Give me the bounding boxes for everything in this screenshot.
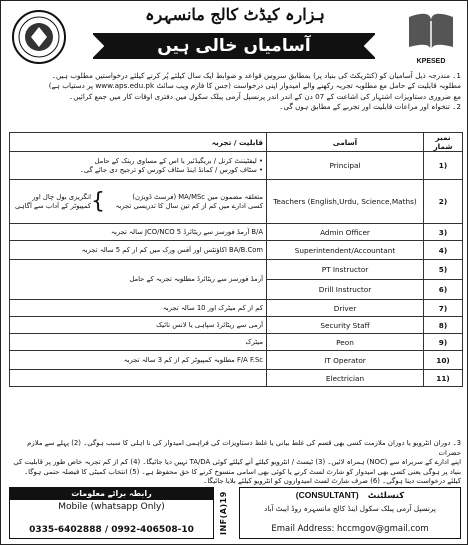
qualification-line: کسی ادارے میں کم از کم تین سال کا تدریسی تجربہ	[115, 201, 263, 210]
email-line	[240, 524, 460, 534]
qualification-cell: آرمی سے ریٹائرڈ سپاہی یا لانس نائیک	[10, 317, 267, 334]
post-cell: PT Instructor	[267, 260, 424, 280]
serial-cell: 1)	[424, 152, 463, 180]
serial-cell: 11)	[424, 370, 463, 387]
terms-line: کیلئے درخواست دینا ہوگی۔ (6) صرف شارٹ لسٹ امیدواروں کو انٹرویو کیلئے بلایا جائیگا۔	[203, 477, 461, 486]
serial-cell: 7)	[424, 300, 463, 317]
serial-cell: 5)	[424, 260, 463, 280]
contact-box	[9, 487, 214, 539]
table-row	[10, 241, 463, 260]
intro-notes	[9, 71, 461, 113]
vacancy-table	[9, 132, 463, 387]
qualification-cell: آرمڈ فورسز سے ریٹائرڈ مطلوبہ تجربہ کے حامل	[10, 260, 267, 300]
terms-line: اپنے ادارے کے سربراہ سے (NOC) ہمراہ لائیں۔ (3) ٹیسٹ / انٹرویو کیلئے آنے کیلئے کوئی TA/DA نہیں دیا جائیگا۔ (4) کم از کم تجربہ خاص طور پر قابلیت کی	[13, 458, 461, 467]
terms-and-conditions	[9, 439, 461, 487]
post-cell: IT Operator	[267, 351, 424, 370]
post-cell: Electrician	[267, 370, 424, 387]
kpesed-text: KPESED	[416, 58, 446, 65]
inf-code: INF(A)19	[219, 491, 228, 535]
table-row	[10, 370, 463, 387]
serial-cell: 2)	[424, 180, 463, 224]
note-1: 1۔ مندرجہ ذیل آسامیاں کو (کنٹریکٹ کی بنیاد پر) بمطابق سروس قواعد و ضوابط ایک سال کیلئے پُر کرنے کیلئے درخواستیں مطلوب ہیں۔	[51, 71, 461, 80]
serial-cell: 6)	[424, 280, 463, 300]
table-row	[10, 260, 463, 280]
qualification-cell: F/A F.Sc مطلوبہ کمپیوٹر کم از کم 3 سالہ تجربہ	[10, 351, 267, 370]
post-cell: Security Staff	[267, 317, 424, 334]
qualification-cell	[10, 370, 267, 387]
table-header-row	[10, 133, 463, 152]
note-2: 2۔ تنخواہ اور مراعات قابلیت اور تجربے کے مطابق ہوں گی۔	[279, 102, 461, 112]
table-row	[10, 317, 463, 334]
qualification-cell: B/A آرمڈ فورسز سے ریٹائرڈ JCO/NCO 5 سالہ تجربہ	[10, 224, 267, 241]
table-row	[10, 300, 463, 317]
serial-cell: 8)	[424, 317, 463, 334]
qualification-cell: میٹرک	[10, 334, 267, 351]
header-post: آسامی	[267, 133, 424, 152]
consultant-english: (CONSULTANT)	[295, 490, 359, 500]
serial-cell: 3)	[424, 224, 463, 241]
table-row	[10, 180, 463, 224]
terms-line: 3۔ دوران انٹرویو یا دوران ملازمت کسی بھی قسم کی غلط بیانی یا غلط دستاویزات کی فراہمی امیدوار کی نا اہلی کا سبب ہوگی۔ (2) پہلے سے ملازم حضرات	[27, 439, 461, 457]
consultant-box	[239, 487, 461, 539]
post-cell: Drill Instructor	[267, 280, 424, 300]
note-1c: مع ضروری دستاویزات اشتہار کی اشاعت کے 07 دن کے اندر اندر پرنسپل آرمی پبلک سکول میں دفتری اوقات کار میں جمع کرائیں۔	[69, 91, 461, 101]
post-cell: Driver	[267, 300, 424, 317]
post-cell: Peon	[267, 334, 424, 351]
post-cell: Principal	[267, 152, 424, 180]
kpesed-book-logo	[401, 7, 461, 69]
consultant-address: پرنسپل آرمی پبلک سکول اینڈ کالج مانسہرہ روڈ ایبٹ آباد	[264, 504, 436, 513]
qualification-side-note: انگریزی بول چال اور کمپیوٹر کے آداب سے آگاہی	[14, 192, 91, 210]
serial-cell: 9)	[424, 334, 463, 351]
table-row	[10, 224, 463, 241]
post-cell: Teachers (English,Urdu, Science,Maths)	[267, 180, 424, 224]
email-label: Email Address:	[271, 524, 335, 534]
college-name: ہزارہ کیڈٹ کالج مانسہرہ	[145, 5, 325, 24]
inf-code-box	[215, 487, 237, 539]
post-cell: Admin Officer	[267, 224, 424, 241]
post-cell: Superintendent/Accountant	[267, 241, 424, 260]
brace-glyph: }	[91, 188, 105, 214]
mobile-label: Mobile (whatsapp Only)	[58, 502, 165, 512]
note-1b: مطلوبہ قابلیت کے حامل مع مطلوبہ تجربہ رکھنے والے امیدوار اپنی درخواست (جس کا فارم ویب سائٹ www.aps.edu.pk پر دستیاب ہے)	[48, 81, 461, 91]
header-qualification: قابلیت / تجربہ	[10, 133, 267, 152]
contact-title: رابطہ برائے معلومات	[10, 488, 213, 500]
email-address[interactable]: hccmgov@gmail.com	[337, 524, 429, 534]
qualification-cell: کم از کم میٹرک اور 10 سالہ تجربہ	[10, 300, 267, 317]
table-row	[10, 152, 463, 180]
college-crest-logo	[11, 9, 67, 65]
qualification-line: • سٹاف کورس / کمانڈ اینڈ سٹاف کورس کو ترجیح دی جائے گی۔	[79, 165, 263, 174]
qualification-line: • لیفٹیننٹ کرنل / بریگیڈئیر یا اس کے مساوی رینک کے حامل	[94, 156, 263, 165]
footer	[9, 487, 461, 541]
header-no: نمبر شمار	[424, 133, 463, 152]
qualification-cell: BA/B.Com اکاؤنٹس اور آفس ورک میں کم از کم 5 سالہ تجربہ	[10, 241, 267, 260]
consultant-heading	[240, 490, 460, 501]
qualification-cell	[10, 180, 267, 224]
qualification-line: متعلقہ مضمون میں MA/MSc (فرسٹ ڈویژن)	[132, 192, 263, 201]
table-row	[10, 351, 463, 370]
serial-cell: 10)	[424, 351, 463, 370]
header	[1, 1, 468, 69]
phone-numbers: 0335-6402888 / 0992-406508-10	[29, 525, 194, 535]
qualification-cell	[10, 152, 267, 180]
table-row	[10, 334, 463, 351]
consultant-urdu: کنسلٹنٹ	[367, 491, 405, 501]
serial-cell: 4)	[424, 241, 463, 260]
terms-line: بنیاد پر ہوگی یعنی کسی بھی امیدوار کو شارٹ لسٹ کرنے یا کوئی بھی اسامی منسوخ کرنے کا حق محفوظ ہے۔ (5) انتخاب کمیٹی کا فیصلہ حتمی ہوگا۔	[24, 467, 461, 476]
vacancy-banner: آسامیاں خالی ہیں	[93, 33, 375, 59]
